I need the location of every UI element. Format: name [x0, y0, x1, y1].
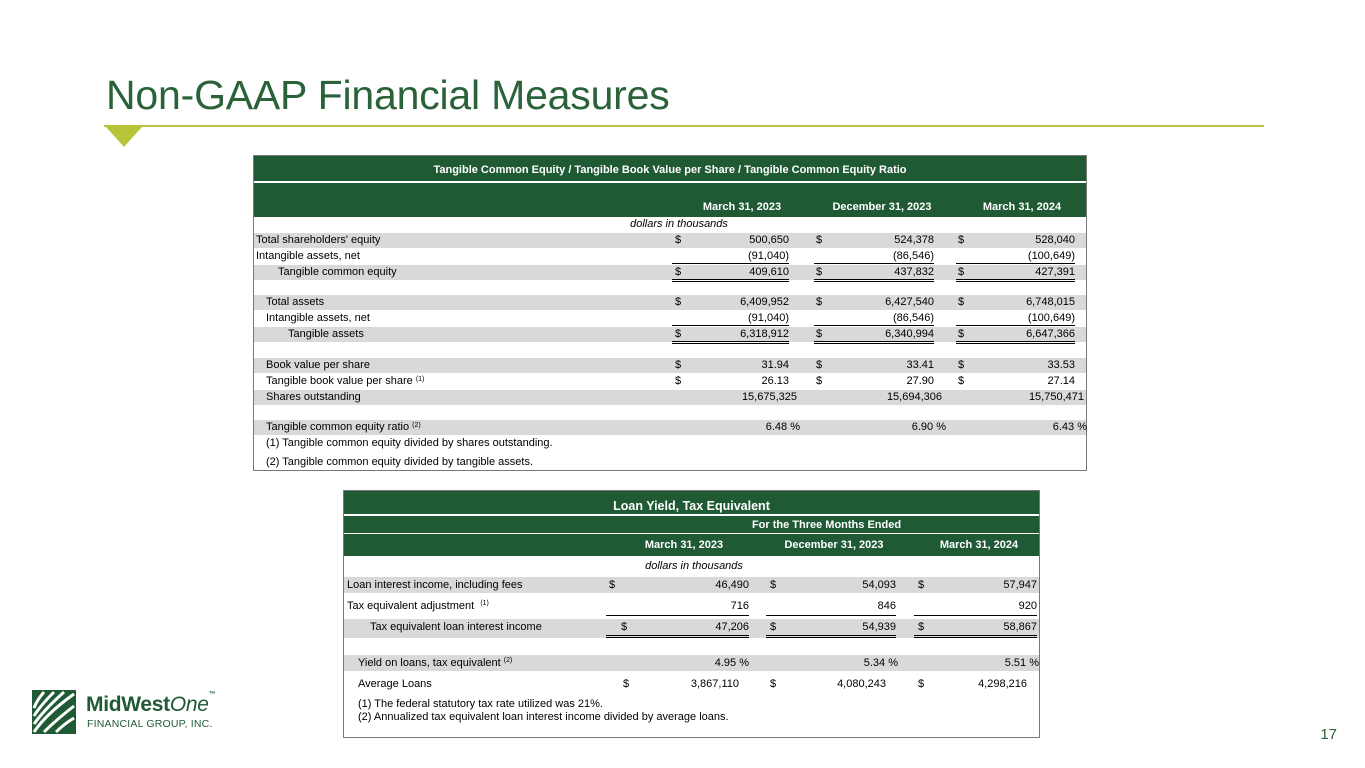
value: 15,750,471: [1028, 391, 1084, 403]
value: 437,832: [814, 265, 934, 282]
currency-symbol: $: [958, 234, 965, 246]
currency-symbol: $: [918, 621, 925, 633]
table-row: [254, 249, 1086, 264]
footnote-marker: (1): [415, 376, 425, 383]
value: 4,080,243: [837, 678, 886, 690]
currency-symbol: $: [675, 359, 682, 371]
value: 47,206: [606, 619, 749, 638]
company-logo: [32, 690, 242, 738]
currency-symbol: $: [770, 579, 777, 591]
currency-symbol: $: [675, 296, 682, 308]
slide-title: Non-GAAP Financial Measures: [106, 72, 670, 118]
units-label: dollars in thousands: [630, 218, 728, 230]
row-label: Intangible assets, net: [266, 312, 370, 324]
value: 54,939: [766, 619, 896, 638]
table-row: [344, 577, 1039, 593]
value: 26.13: [761, 375, 789, 387]
footnote-marker: (1): [480, 600, 489, 607]
currency-symbol: $: [816, 359, 823, 371]
footnote-marker: (2): [503, 657, 513, 664]
row-label: [266, 420, 421, 435]
currency-symbol: $: [958, 328, 965, 340]
row-label: Loan interest income, including fees: [347, 579, 523, 591]
value: (91,040): [672, 249, 789, 264]
value: 846: [766, 598, 896, 616]
value: 4.95 %: [714, 657, 749, 669]
value: 409,610: [672, 265, 789, 282]
table-row: [254, 233, 1086, 248]
loan-yield-table: [343, 490, 1040, 738]
table-row: [344, 598, 1039, 614]
currency-symbol: $: [958, 266, 965, 278]
value: (86,546): [814, 249, 934, 264]
column-header: March 31, 2024: [939, 539, 1019, 551]
value: 6,318,912: [672, 327, 789, 344]
currency-symbol: $: [675, 266, 682, 278]
footnote: (1) Tangible common equity divided by shares outstanding.: [266, 437, 553, 449]
value: 5.51 %: [1004, 657, 1039, 669]
row-label: Book value per share: [266, 359, 370, 371]
value: 58,867: [914, 619, 1037, 638]
table-row: [254, 358, 1086, 373]
currency-symbol: $: [958, 375, 965, 387]
value: 716: [606, 598, 749, 616]
row-label-text: Tangible book value per share: [266, 375, 413, 387]
value: (86,546): [814, 311, 934, 326]
value: 6.43 %: [1052, 421, 1087, 433]
row-label: [266, 374, 424, 389]
period-header: For the Three Months Ended: [751, 519, 902, 531]
row-label: Tangible common equity: [278, 266, 397, 278]
row-label: Total assets: [266, 296, 325, 308]
row-label: Average Loans: [358, 678, 432, 690]
currency-symbol: $: [816, 234, 823, 246]
table-row: [254, 295, 1086, 310]
table-row: [344, 655, 1039, 671]
logo-subtitle: FINANCIAL GROUP, INC.: [87, 718, 213, 730]
row-label: Tax equivalent loan interest income: [370, 621, 542, 633]
period-header-band: [344, 516, 1039, 533]
value: 33.41: [906, 359, 934, 371]
row-label-text: Tangible common equity ratio: [266, 421, 410, 433]
row-label: Tangible assets: [288, 328, 364, 340]
value: 3,867,110: [690, 678, 739, 690]
value: 500,650: [749, 234, 789, 246]
column-header: December 31, 2023: [832, 201, 932, 213]
column-header: March 31, 2023: [644, 539, 724, 551]
value: 427,391: [956, 265, 1075, 282]
value: (100,649): [956, 311, 1075, 326]
row-label: Shares outstanding: [266, 391, 361, 403]
column-header-band: [344, 534, 1039, 556]
units-label: dollars in thousands: [645, 560, 743, 572]
row-label: Total shareholders' equity: [256, 234, 381, 246]
value: 33.53: [1047, 359, 1075, 371]
table-row: [254, 420, 1086, 435]
table-title: Tangible Common Equity / Tangible Book Value per Share / Tangible Common Equity Ratio: [254, 156, 1086, 182]
accent-triangle: [106, 127, 142, 147]
tangible-equity-table: [253, 155, 1087, 471]
row-label: [347, 598, 489, 614]
currency-symbol: $: [816, 375, 823, 387]
footnote-marker: (2): [412, 422, 421, 429]
table-row: [254, 265, 1086, 280]
currency-symbol: $: [675, 234, 682, 246]
table-title: Loan Yield, Tax Equivalent: [344, 491, 1039, 515]
logo-mark-icon: [32, 690, 76, 734]
value: 6.90 %: [911, 421, 946, 433]
currency-symbol: $: [816, 296, 823, 308]
currency-symbol: $: [621, 621, 628, 633]
footnote: (2) Annualized tax equivalent loan interest income divided by average loans.: [358, 711, 729, 723]
currency-symbol: $: [918, 678, 925, 690]
column-header: December 31, 2023: [784, 539, 884, 551]
trademark: ™: [208, 691, 216, 698]
row-label: [358, 655, 512, 671]
row-label: Intangible assets, net: [256, 250, 360, 262]
page-number: 17: [1320, 726, 1337, 743]
value: 6.48 %: [765, 421, 800, 433]
value: 4,298,216: [978, 678, 1027, 690]
value: 6,748,015: [1026, 296, 1075, 308]
footnote: (2) Tangible common equity divided by tangible assets.: [266, 456, 534, 468]
value: 528,040: [1035, 234, 1075, 246]
footnote: (1) The federal statutory tax rate utilized was 21%.: [358, 698, 603, 710]
value: 31.94: [761, 359, 789, 371]
currency-symbol: $: [958, 296, 965, 308]
logo-name-part1: MidWest: [86, 693, 170, 716]
currency-symbol: $: [609, 579, 616, 591]
column-header: March 31, 2024: [982, 201, 1062, 213]
value: 6,409,952: [740, 296, 789, 308]
table-row: [254, 390, 1086, 405]
currency-symbol: $: [675, 328, 682, 340]
value: 54,093: [862, 579, 896, 591]
value: 6,427,540: [885, 296, 934, 308]
value: 27.14: [1047, 375, 1075, 387]
currency-symbol: $: [675, 375, 682, 387]
value: 15,694,306: [886, 391, 942, 403]
logo-wordmark: [86, 693, 215, 717]
table-row: [254, 374, 1086, 389]
currency-symbol: $: [770, 678, 777, 690]
table-row: [344, 676, 1039, 692]
table-row: [254, 327, 1086, 342]
row-label-text: Yield on loans, tax equivalent: [358, 657, 501, 669]
value: 524,378: [894, 234, 934, 246]
title-rule: [104, 125, 1264, 127]
currency-symbol: $: [816, 328, 823, 340]
currency-symbol: $: [623, 678, 630, 690]
value: (91,040): [672, 311, 789, 326]
value: (100,649): [956, 249, 1075, 264]
logo-name-part2: One: [169, 693, 209, 716]
value: 57,947: [1003, 579, 1037, 591]
value: 6,340,994: [814, 327, 934, 344]
value: 920: [914, 598, 1037, 616]
currency-symbol: $: [958, 359, 965, 371]
currency-symbol: $: [816, 266, 823, 278]
value: 27.90: [906, 375, 934, 387]
value: 46,490: [715, 579, 749, 591]
table-row: [254, 311, 1086, 326]
value: 6,647,366: [956, 327, 1075, 344]
currency-symbol: $: [770, 621, 777, 633]
table-row: [344, 619, 1039, 638]
currency-symbol: $: [918, 579, 925, 591]
value: 15,675,325: [741, 391, 797, 403]
row-label-text: Tax equivalent adjustment: [347, 600, 475, 612]
value: 5.34 %: [863, 657, 898, 669]
column-header: March 31, 2023: [702, 201, 782, 213]
